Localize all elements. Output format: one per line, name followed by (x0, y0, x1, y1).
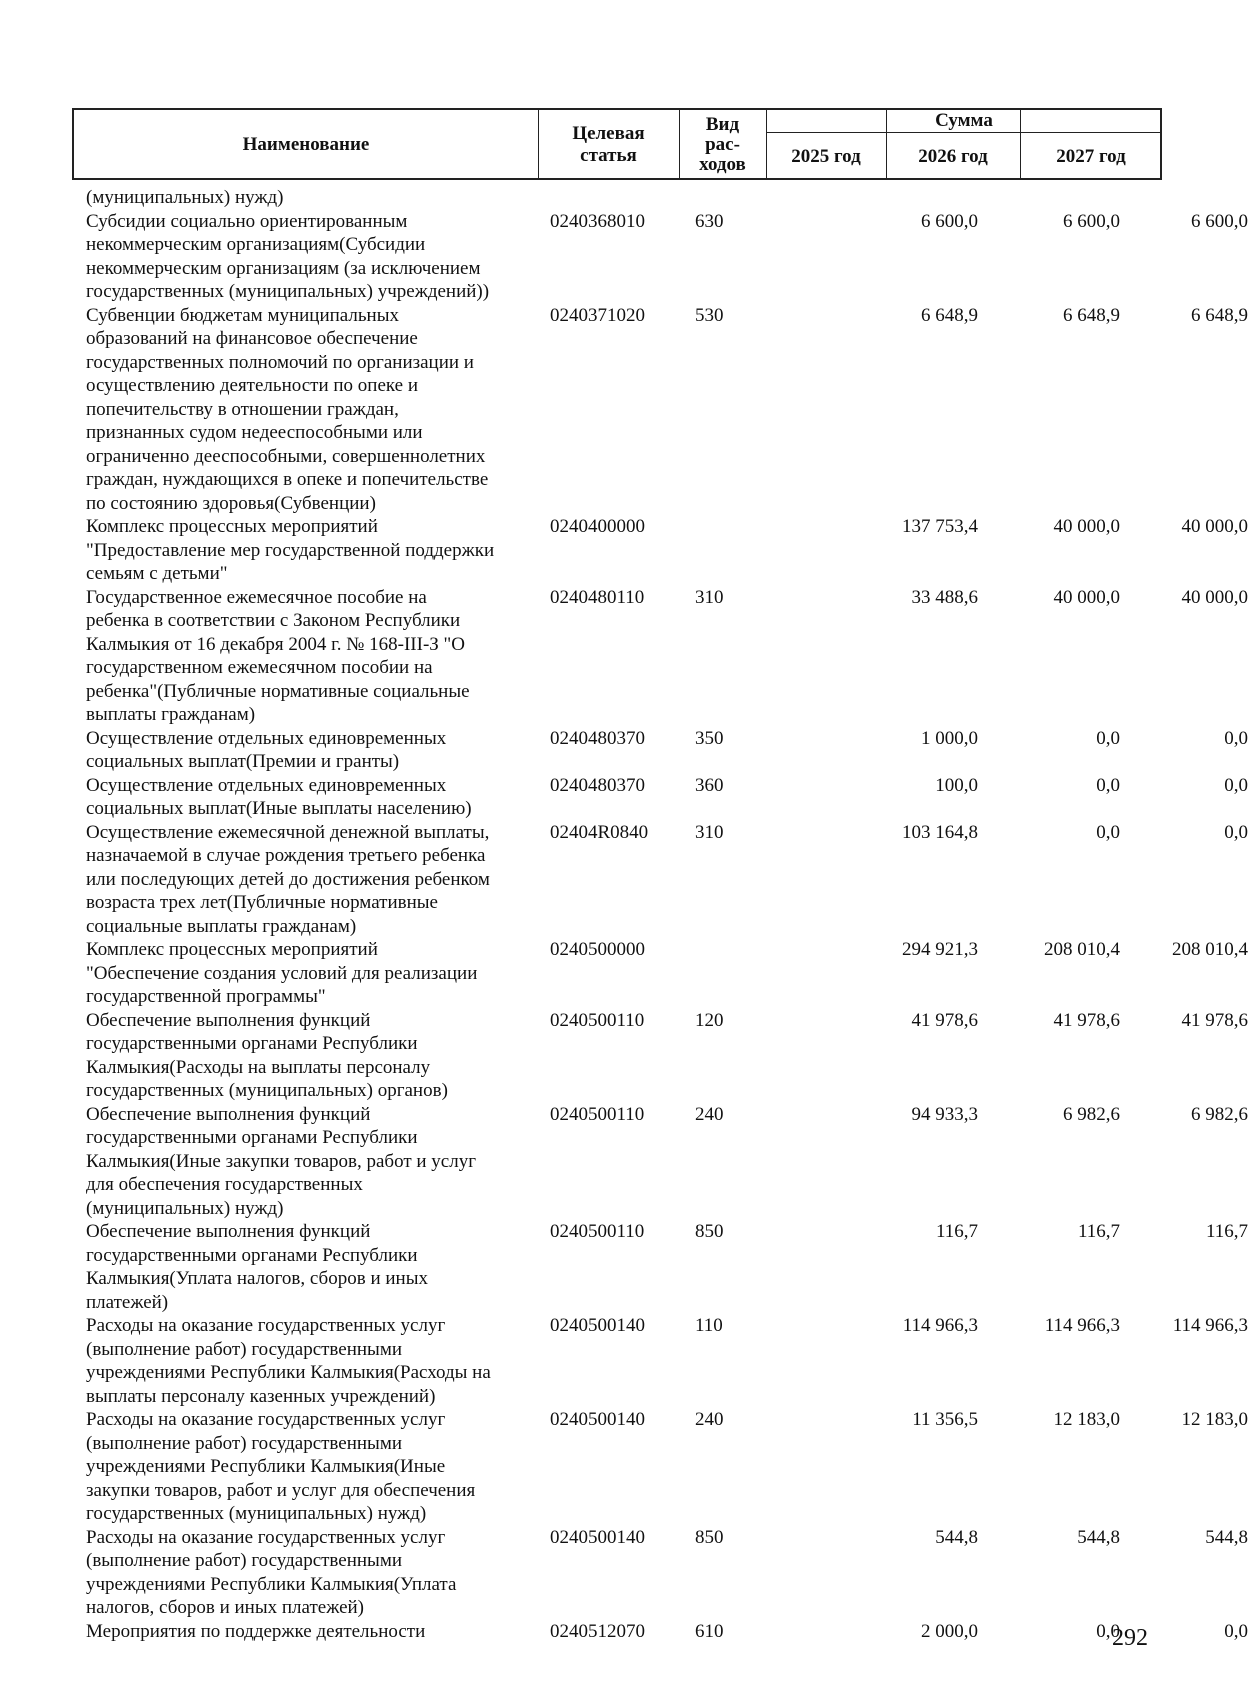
row-name: Субвенции бюджетам муниципальных образований на финансовое обеспечение государственных полномочий по организации и осуществлению деятельности по опеке и попечительству в отношении граждан, признанных судом недееспособными или ограниченно дееспособными, совершеннолетних граждан, нуждающихся в опеке и попечительстве по состоянию здоровья(Субвенции) (86, 304, 489, 514)
table-row (86, 515, 1248, 586)
row-amount-2026: 0,0 (1096, 727, 1120, 749)
row-amount-2025: 6 600,0 (921, 210, 978, 232)
row-code: 0240480110 (550, 586, 645, 608)
row-amount-2026: 544,8 (1077, 1526, 1120, 1548)
row-amount-2025: 33 488,6 (911, 586, 978, 608)
row-vid: 610 (695, 1620, 724, 1642)
row-vid: 850 (695, 1526, 724, 1548)
header-name: Наименование (242, 134, 370, 155)
table-row (86, 938, 1248, 1009)
table-row (86, 1408, 1248, 1526)
row-name: Осуществление отдельных единовременных социальных выплат(Иные выплаты населению) (86, 774, 472, 819)
row-amount-2026: 0,0 (1096, 774, 1120, 796)
row-code: 0240500110 (550, 1221, 645, 1242)
row-amount-2027: 41 978,6 (1181, 1009, 1248, 1031)
table-row (86, 1526, 1248, 1620)
table-header (72, 108, 1162, 180)
row-amount-2027: 544,8 (1205, 1526, 1248, 1548)
row-name: Обеспечение выполнения функций государственными органами Республики Калмыкия(Иные закупки товаров, работ и услуг для обеспечения государственных (муниципальных) нужд) (86, 1103, 477, 1219)
row-name: Комплекс процессных мероприятий "Обеспечение создания условий для реализации государственной программы" (86, 939, 478, 1007)
row-amount-2027: 12 183,0 (1181, 1409, 1248, 1430)
table-row (86, 1009, 1248, 1103)
row-name: Расходы на оказание государственных услуг (выполнение работ) государственными учреждениями Республики Калмыкия(Иные закупки товаров, работ и услуг для обеспечения государственных (муниципальных) нужд) (86, 1409, 476, 1524)
row-vid: 240 (695, 1409, 724, 1430)
row-amount-2026: 6 648,9 (1063, 304, 1120, 326)
table-body (86, 186, 1248, 1643)
row-name: Комплекс процессных мероприятий "Предоставление мер государственной поддержки семьям с детьми" (86, 516, 495, 584)
row-amount-2026: 41 978,6 (1053, 1009, 1120, 1031)
row-amount-2027: 208 010,4 (1172, 939, 1248, 960)
row-amount-2027: 0,0 (1224, 1620, 1248, 1642)
row-vid: 360 (695, 774, 724, 796)
row-vid: 240 (695, 1103, 724, 1125)
row-amount-2027: 0,0 (1224, 821, 1248, 843)
row-code: 0240500140 (550, 1526, 645, 1548)
row-amount-2026: 40 000,0 (1053, 516, 1120, 537)
row-amount-2025: 137 753,4 (902, 516, 978, 537)
row-amount-2025: 544,8 (935, 1526, 978, 1548)
table-row (86, 586, 1248, 727)
row-vid: 310 (695, 586, 724, 608)
row-amount-2027: 114 966,3 (1172, 1315, 1248, 1336)
row-code: 0240480370 (550, 774, 645, 796)
table-row (86, 1620, 1248, 1644)
row-amount-2025: 100,0 (935, 774, 978, 796)
header-code: Целевая статья (572, 123, 645, 166)
row-amount-2025: 116,7 (935, 1221, 978, 1242)
table-row (86, 1314, 1248, 1408)
header-sum: Сумма (935, 110, 993, 131)
row-amount-2027: 116,7 (1205, 1221, 1248, 1242)
row-amount-2026: 208 010,4 (1044, 939, 1120, 960)
row-name: Обеспечение выполнения функций государственными органами Республики Калмыкия(Уплата налогов, сборов и иных платежей) (86, 1221, 428, 1313)
table-row (86, 210, 1248, 304)
row-code: 0240480370 (550, 727, 645, 749)
row-code: 0240500110 (550, 1103, 645, 1125)
row-amount-2027: 0,0 (1224, 727, 1248, 749)
row-amount-2025: 94 933,3 (911, 1103, 978, 1125)
row-code: 0240500110 (550, 1009, 645, 1031)
row-amount-2027: 6 982,6 (1191, 1103, 1248, 1125)
row-vid: 530 (695, 304, 724, 326)
row-code: 0240371020 (550, 304, 645, 326)
row-name: Осуществление ежемесячной денежной выплаты, назначаемой в случае рождения третьего ребенка или последующих детей до достижения ребенком возраста трех лет(Публичные нормативные социальные выплаты гражданам) (86, 821, 490, 937)
row-amount-2026: 114 966,3 (1044, 1315, 1120, 1336)
row-amount-2027: 40 000,0 (1181, 586, 1248, 608)
header-2025: 2025 год (791, 145, 861, 167)
page-number: 292 (1112, 1625, 1148, 1651)
row-amount-2026: 116,7 (1077, 1221, 1120, 1242)
table-row (86, 186, 1166, 210)
table-row (86, 304, 1248, 516)
row-amount-2027: 0,0 (1224, 774, 1248, 796)
row-code: 0240400000 (550, 516, 645, 537)
row-name: Мероприятия по поддержке деятельности (86, 1620, 426, 1642)
row-name: Субсидии социально ориентированным некоммерческим организациям(Субсидии некоммерческим организациям (за исключением государственных (муниципальных) учреждений)) (86, 210, 490, 302)
row-amount-2025: 6 648,9 (921, 304, 978, 326)
row-vid: 310 (695, 821, 724, 843)
row-vid: 850 (695, 1221, 724, 1242)
row-amount-2025: 1 000,0 (921, 727, 978, 749)
row-name: Расходы на оказание государственных услуг (выполнение работ) государственными учреждениями Республики Калмыкия(Расходы на выплаты персоналу казенных учреждений) (86, 1315, 491, 1407)
row-vid: 120 (695, 1009, 724, 1031)
row-amount-2026: 40 000,0 (1053, 586, 1120, 608)
row-amount-2025: 2 000,0 (921, 1620, 978, 1642)
header-vid: Вид рас- ходов (699, 114, 746, 175)
table-row (86, 774, 1248, 821)
row-amount-2027: 40 000,0 (1181, 516, 1248, 537)
row-amount-2026: 6 982,6 (1063, 1103, 1120, 1125)
row-amount-2025: 114 966,3 (902, 1315, 978, 1336)
row-code: 0240500140 (550, 1409, 645, 1430)
row-amount-2025: 294 921,3 (902, 939, 978, 960)
header-2027: 2027 год (1056, 145, 1126, 167)
row-amount-2027: 6 600,0 (1191, 210, 1248, 232)
row-amount-2025: 103 164,8 (902, 821, 978, 843)
row-amount-2026: 0,0 (1096, 821, 1120, 843)
header-2026: 2026 год (918, 145, 988, 167)
row-amount-2026: 6 600,0 (1063, 210, 1120, 232)
row-name: Осуществление отдельных единовременных социальных выплат(Премии и гранты) (86, 727, 447, 772)
row-vid: 110 (695, 1315, 723, 1336)
table-row (86, 1103, 1248, 1221)
row-code: 02404R0840 (550, 821, 649, 843)
row-code: 0240368010 (550, 210, 645, 232)
row-amount-2025: 41 978,6 (911, 1009, 978, 1031)
row-amount-2027: 6 648,9 (1191, 304, 1248, 326)
row-name: (муниципальных) нужд) (86, 187, 284, 208)
row-vid: 350 (695, 727, 724, 749)
row-vid: 630 (695, 210, 724, 232)
row-name: Расходы на оказание государственных услуг (выполнение работ) государственными учреждениями Республики Калмыкия(Уплата налогов, сборов и иных платежей) (86, 1526, 457, 1618)
row-amount-2026: 0,0 (1096, 1620, 1120, 1642)
row-name: Обеспечение выполнения функций государственными органами Республики Калмыкия(Расходы на выплаты персоналу государственных (муниципальных) органов) (86, 1009, 448, 1101)
table-row (86, 1220, 1248, 1314)
table-row (86, 821, 1248, 939)
row-amount-2025: 11 356,5 (912, 1409, 978, 1430)
row-amount-2026: 12 183,0 (1053, 1409, 1120, 1430)
table-row (86, 727, 1248, 774)
row-code: 0240500000 (550, 939, 645, 960)
row-code: 0240512070 (550, 1620, 645, 1642)
row-code: 0240500140 (550, 1315, 645, 1336)
row-name: Государственное ежемесячное пособие на ребенка в соответствии с Законом Республики Калмыкия от 16 декабря 2004 г. № 168-III-З "О государственном ежемесячном пособии на ребенка"(Публичные нормативные социальные выплаты гражданам) (86, 586, 470, 725)
